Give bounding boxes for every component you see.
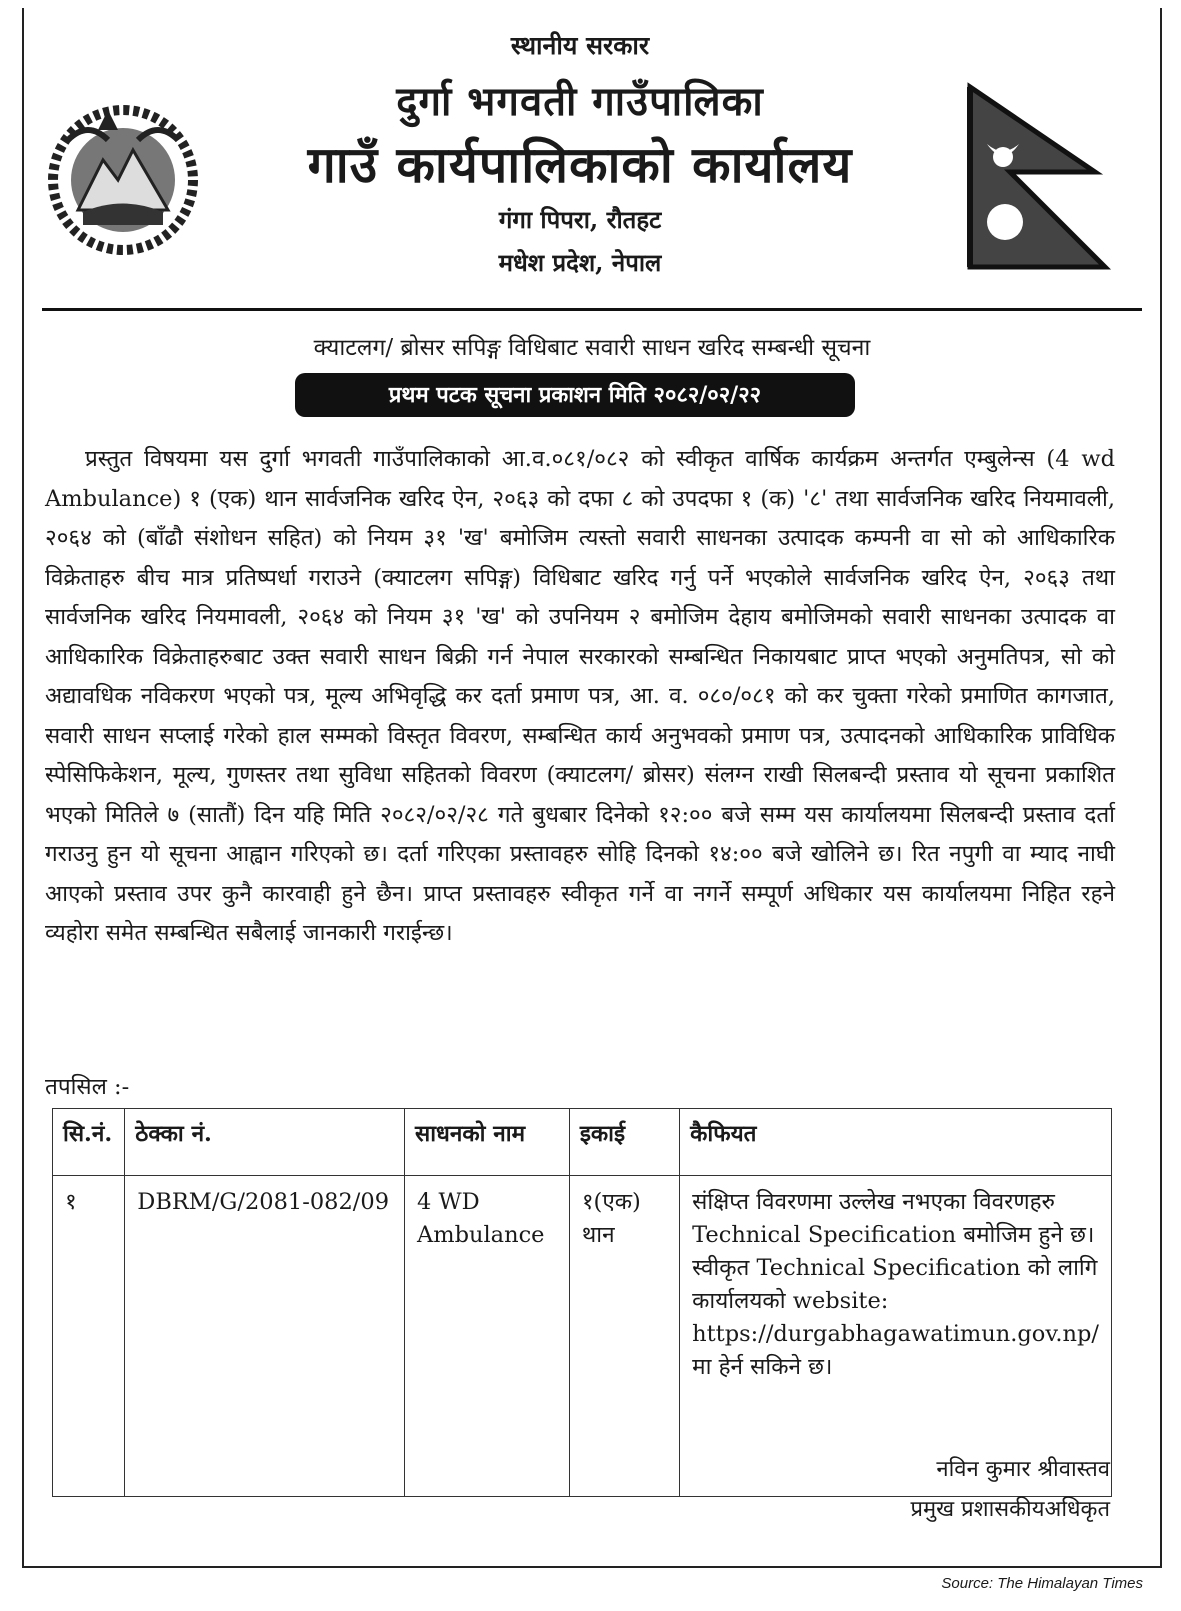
bottom-rule bbox=[22, 1566, 1162, 1568]
province-label: मधेश प्रदेश, नेपाल bbox=[498, 248, 662, 277]
cell-remarks: संक्षिप्त विवरणमा उल्लेख नभएका विवरणहरु Technical Specification बमोजिम हुने छ। स्वीकृत Technical Specification को लागि कार्यालयको website: https://durgabhagawatimun.gov.np/ मा हेर्न सकिने छ। bbox=[680, 1176, 1112, 1497]
table-row bbox=[53, 1176, 1112, 1497]
signatory-title: प्रमुख प्रशासकीयअधिकृत bbox=[910, 1497, 1110, 1522]
municipality-name: दुर्गा भगवती गाउँपालिका bbox=[396, 78, 764, 125]
letterhead bbox=[230, 20, 930, 279]
notice-subject: क्याटलग/ ब्रोसर सपिङ्ग विधिबाट सवारी साधन खरिद सम्बन्धी सूचना bbox=[313, 335, 871, 361]
header-sn: सि.नं. bbox=[53, 1109, 125, 1176]
cell-contract: DBRM/G/2081-082/09 bbox=[125, 1176, 405, 1497]
notice-body: प्रस्तुत विषयमा यस दुर्गा भगवती गाउँपालिकाको आ.व.०८१/०८२ को स्वीकृत वार्षिक कार्यक्रम अन्तर्गत एम्बुलेन्स (4 wd Ambulance) १ (एक) थान सार्वजनिक खरिद ऐन, २०६३ को दफा ८ को उपदफा १ (क) '८' तथा सार्वजनिक खरिद नियमावली, २०६४ को (बाँढौ संशोधन सहित) को नियम ३१ 'ख' बमोजिम त्यस्तो सवारी साधनका उत्पादक कम्पनी वा सो को आधिकारिक विक्रेताहरु बीच मात्र प्रतिष्पर्धा गराउने (क्याटलग सपिङ्ग) विधिबाट खरिद गर्नु पर्ने भएकोले सार्वजनिक खरिद ऐन, २०६३ तथा सार्वजनिक खरिद नियमावली, २०६४ को नियम ३१ 'ख' को उपनियम २ बमोजिम देहाय बमोजिमको सवारी साधनका उत्पादक वा आधिकारिक विक्रेताहरुबाट उक्त सवारी साधन बिक्री गर्न नेपाल सरकारको सम्बन्धित निकायबाट प्राप्त भएको अनुमतिपत्र, सो को अद्यावधिक नविकरण भएको पत्र, मूल्य अभिवृद्धि कर दर्ता प्रमाण पत्र, आ. व. ०८०/०८१ को कर चुक्ता गरेको प्रमाणित कागजात, सवारी साधन सप्लाई गरेको हाल सम्मको विस्तृत विवरण, सम्बन्धित कार्य अनुभवको प्रमाण पत्र, उत्पादनको आधिकारिक प्राविधिक स्पेसिफिकेशन, मूल्य, गुणस्तर तथा सुविधा सहितको विवरण (क्याटलग/ ब्रोसर) संलग्न राखी सिलबन्दी प्रस्ताव यो सूचना प्रकाशित भएको मितिले ७ (सातौं) दिन यहि मिति २०८२/०२/२८ गते बुधबार दिनेको १२:०० बजे सम्म यस कार्यालयमा सिलबन्दी प्रस्ताव दर्ता गराउनु हुन यो सूचना आह्वान गरिएको छ। दर्ता गरिएका प्रस्तावहरु सोहि दिनको १४:०० बजे खोलिने छ। रित नपुगी वा म्याद नाघी आएको प्रस्ताव उपर कुनै कारवाही हुने छैन। प्राप्त प्रस्तावहरु स्वीकृत गर्ने वा नगर्ने सम्पूर्ण अधिकार यस कार्यालयमा निहित रहने व्यहोरा समेत सम्बन्धित सबैलाई जानकारी गराईन्छ। bbox=[45, 446, 1116, 946]
table-header-row bbox=[53, 1109, 1112, 1176]
office-address: गंगा पिपरा, रौतहट bbox=[498, 205, 662, 234]
items-table bbox=[52, 1108, 1112, 1497]
cell-sn: १ bbox=[53, 1176, 125, 1497]
header-unit: इकाई bbox=[569, 1109, 679, 1176]
signature-block bbox=[860, 1450, 1110, 1530]
details-label: तपसिल :- bbox=[45, 1074, 130, 1100]
nepal-emblem-icon bbox=[28, 100, 218, 260]
publication-date-banner: प्रथम पटक सूचना प्रकाशन मिति २०८२/०२/२२ bbox=[295, 373, 855, 417]
local-government-label: स्थानीय सरकार bbox=[510, 31, 650, 60]
cell-unit: १(एक) थान bbox=[569, 1176, 679, 1497]
nepal-flag-icon bbox=[965, 82, 1115, 272]
cell-name: 4 WD Ambulance bbox=[404, 1176, 569, 1497]
signatory-name: नविन कुमार श्रीवास्तव bbox=[936, 1457, 1110, 1482]
header-divider bbox=[42, 308, 1142, 311]
office-name: गाउँ कार्यपालिकाको कार्यालय bbox=[307, 135, 853, 194]
header-name: साधनको नाम bbox=[404, 1109, 569, 1176]
header-contract: ठेक्का नं. bbox=[125, 1109, 405, 1176]
source-credit: Source: The Himalayan Times bbox=[941, 1575, 1143, 1592]
header-remarks: कैफियत bbox=[680, 1109, 1112, 1176]
